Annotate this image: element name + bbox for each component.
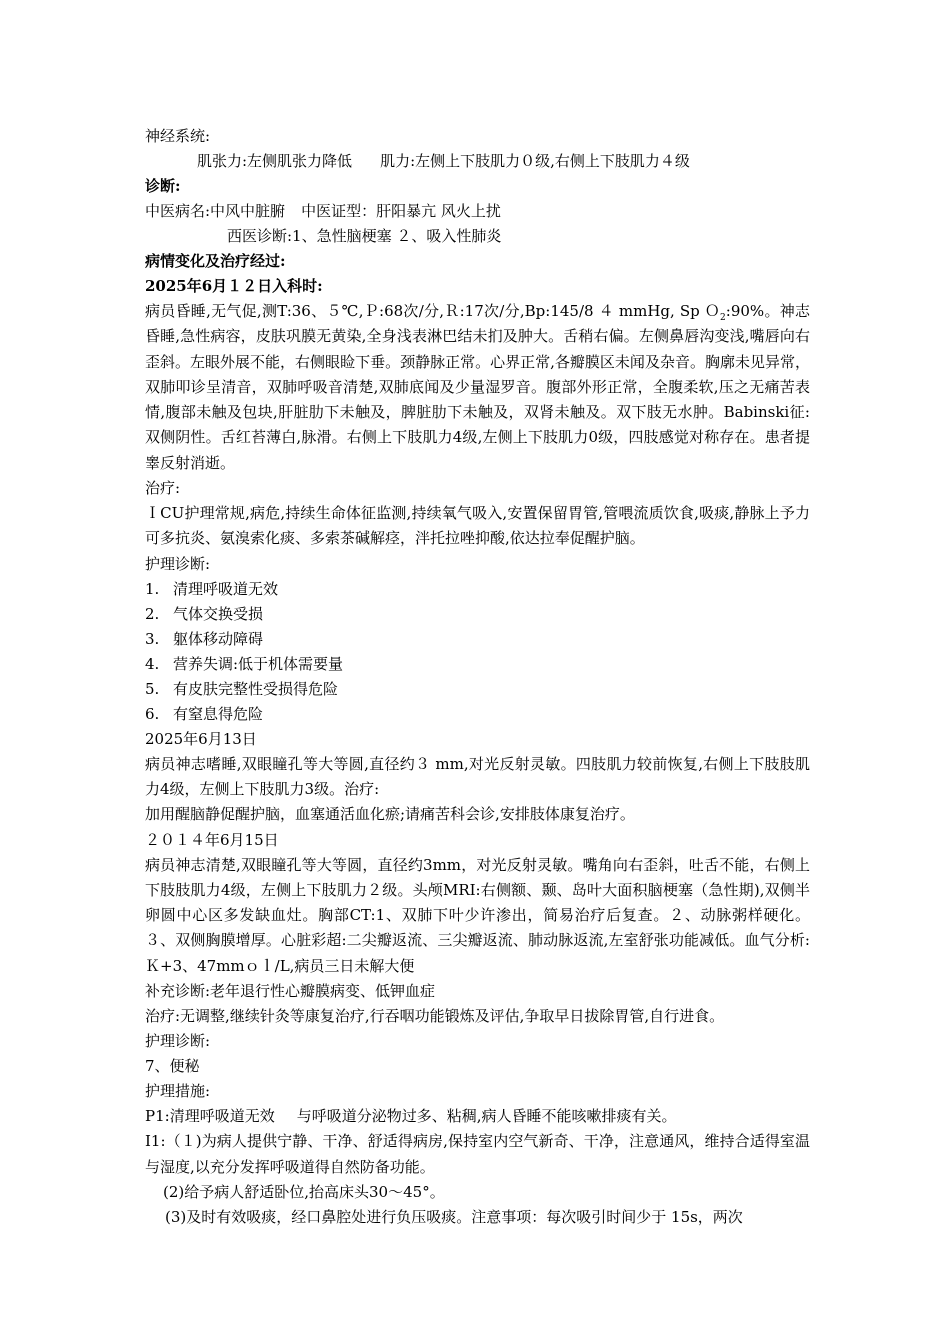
list-item-text: 有窒息得危险 [173, 704, 264, 723]
tcm-name-text: 中医病名:中风中脏腑 [145, 202, 286, 220]
day3-treatment: 治疗:无调整,继续针灸等康复治疗,行吞咽功能锻炼及评估,争取早日拔除胃管,自行进食。 [145, 1007, 725, 1026]
nursing-measures-label: 护理措施: [145, 1082, 211, 1101]
day2-paragraph: 病员神志嗜睡,双眼瞳孔等大等圆,直径约３ mm,对光反射灵敏。四肢肌力较前恢复,右侧上下肢肢肌力4级，左侧上下肢肌力3级。治疗: [145, 754, 810, 798]
list-item-number: 4. [145, 654, 160, 673]
p1-label: P1:清理呼吸道无效 [145, 1107, 275, 1126]
nursing-diagnosis-7: 7、便秘 [145, 1057, 200, 1076]
nursing-diagnosis-label: 护理诊断: [145, 554, 211, 573]
list-item-number: 1. [145, 579, 160, 598]
list-item-text: 有皮肤完整性受损得危险 [173, 679, 339, 698]
i1-paragraph: I1:（１)为病人提供宁静、干净、舒适得病房,保持室内空气新奇、干净，注意通风，维持合适得室温与湿度,以充分发挥呼吸道得自然防备功能。 [145, 1132, 810, 1176]
course-heading: 病情变化及治疗经过: [145, 252, 286, 270]
i1-item-2: (2)给予病人舒适卧位,抬高床头30～45°。 [163, 1182, 445, 1201]
spo2-subscript: 2 [720, 313, 726, 323]
nursing-diagnosis-list [145, 577, 810, 727]
list-item [145, 602, 810, 627]
p1-line [145, 1104, 810, 1129]
list-item-text: 清理呼吸道无效 [173, 579, 279, 598]
admission-text-a: 病员昏睡,无气促,测T:36、５℃,Ｐ:68次/分,Ｒ:17次/分,Bp:145/8 ４ mmHg, Sp Ｏ [145, 302, 721, 320]
treatment-label: 治疗: [145, 479, 181, 498]
muscle-tone-text: 肌张力:左侧肌张力降低 [197, 152, 353, 170]
nursing-diagnosis-label-2: 护理诊断: [145, 1032, 211, 1051]
diagnosis-heading: 诊断: [145, 177, 181, 195]
list-item [145, 577, 810, 602]
list-item-text: 躯体移动障碍 [173, 629, 264, 648]
list-item-text: 气体交换受损 [173, 604, 264, 623]
list-item-number: 3. [145, 629, 160, 648]
admission-heading: 2025年6月１２日入科时: [145, 277, 323, 295]
list-item-number: 5. [145, 679, 160, 698]
tcm-line [145, 199, 810, 224]
western-diagnosis-text: 西医诊断:1、急性脑梗塞 ２、吸入性肺炎 [227, 227, 502, 245]
list-item-number: 2. [145, 604, 160, 623]
list-item [145, 652, 810, 677]
day2-treatment: 加用醒脑静促醒护脑，血塞通活血化瘀;请痛苦科会诊,安排肢体康复治疗。 [145, 805, 635, 824]
list-item-number: 6. [145, 704, 160, 723]
list-item [145, 702, 810, 727]
admission-paragraph [145, 299, 810, 476]
day2-date: 2025年6月13日 [145, 729, 257, 748]
i1-item-3: (3)及时有效吸痰，经口鼻腔处进行负压吸痰。注意事项：每次吸引时间少于 15s，两次 [165, 1207, 743, 1226]
muscle-strength-text: 肌力:左侧上下肢肌力０级,右侧上下肢肌力４级 [380, 152, 690, 170]
day3-date: ２０１４年6月15日 [145, 830, 279, 849]
day3-paragraph: 病员神志清楚,双眼瞳孔等大等圆，直径约3mm，对光反射灵敏。嘴角向右歪斜，吐舌不能，右侧上下肢肢肌力4级，左侧上下肢肌力２级。头颅MRI:右侧额、颞、岛叶大面积脑梗塞（急性期),双侧半卵圆中心区多发缺血灶。胸部CT:1、双肺下叶少许渗出，简易治疗后复查。２、动脉粥样硬化。３、双侧胸膜增厚。心脏彩超:二尖瓣返流、三尖瓣返流、肺动脉返流,左室舒张功能减低。血气分析:Ｋ+3、47mmｏｌ/L,病员三日未解大便 [145, 855, 810, 975]
list-item [145, 627, 810, 652]
p1-reason: 与呼吸道分泌物过多、粘稠,病人昏睡不能咳嗽排痰有关。 [296, 1107, 677, 1126]
treatment-paragraph: ＩCU护理常规,病危,持续生命体征监测,持续氧气吸入,安置保留胃管,管喂流质饮食,吸痰,静脉上予力可多抗炎、氨溴索化痰、多索茶碱解痉，泮托拉唑抑酸,依达拉奉促醒护脑。 [145, 504, 810, 548]
list-item [145, 677, 810, 702]
nervous-system-heading: 神经系统: [145, 127, 211, 145]
supplement-diagnosis: 补充诊断:老年退行性心瓣膜病变、低钾血症 [145, 982, 436, 1001]
admission-text-b: :90%。神志昏睡,急性病容，皮肤巩膜无黄染,全身浅表淋巴结未扪及肿大。舌稍右偏。左侧鼻唇沟变浅,嘴唇向右歪斜。左眼外展不能，右侧眼睑下垂。颈静脉正常。心界正常,各瓣膜区未闻及杂音。胸廓未见异常，双肺叩诊呈清音，双肺呼吸音清楚,双肺底闻及少量湿罗音。腹部外形正常，全腹柔软,压之无痛苦表情,腹部未触及包块,肝脏肋下未触及，脾脏肋下未触及，双肾未触及。双下肢无水肿。Babinski征:双侧阴性。舌红苔薄白,脉滑。右侧上下肢肌力4级,左侧上下肢肌力0级，四肢感觉对称存在。患者提睾反射消逝。 [145, 302, 810, 472]
list-item-text: 营养失调:低于机体需要量 [173, 654, 344, 673]
tcm-syndrome-text: 中医证型：肝阳暴亢 风火上扰 [301, 202, 501, 220]
nervous-system-line [145, 149, 810, 174]
